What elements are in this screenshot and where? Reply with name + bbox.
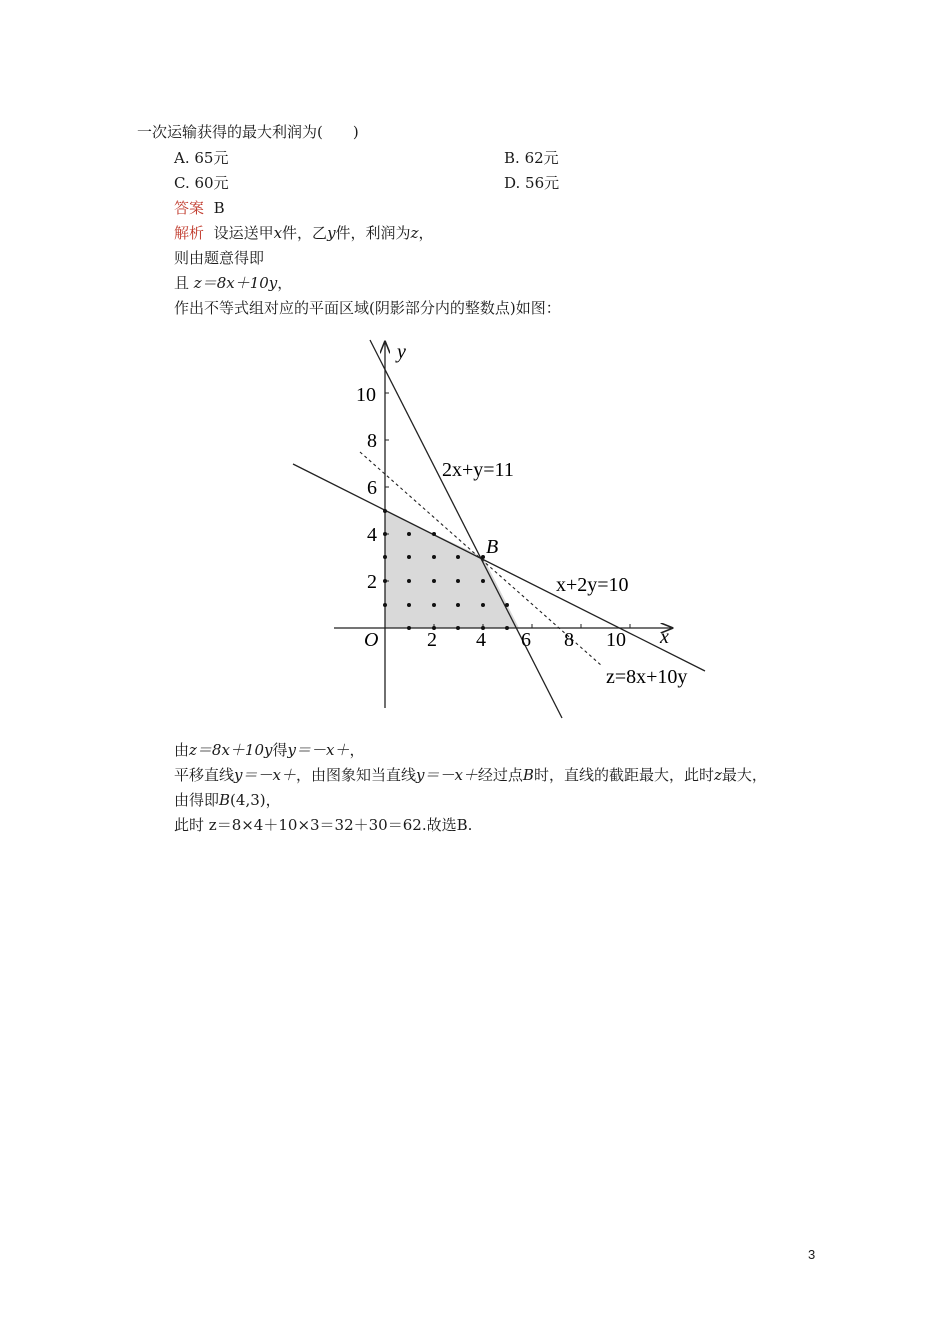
text: 设运送甲	[213, 224, 274, 242]
line-2-label: x+2y=10	[556, 574, 629, 596]
option-d-key: D.	[504, 174, 521, 192]
text: 得	[272, 741, 288, 759]
point-b: B	[219, 791, 231, 809]
var-x: x	[273, 224, 283, 242]
text: ，由图象知当直线	[295, 766, 416, 784]
var-z: z	[410, 224, 419, 242]
analysis-line-4: 作出不等式组对应的平面区域(阴影部分内的整数点)如图：	[174, 299, 561, 317]
option-c-key: C.	[174, 174, 190, 192]
axis-x-label: x	[660, 626, 669, 648]
y-tick-label: 2	[367, 571, 377, 593]
equation: y＝－x＋	[415, 766, 478, 784]
text: 件，乙	[282, 224, 328, 242]
var-y: y	[327, 224, 336, 242]
analysis-label: 解析	[174, 224, 205, 242]
text: 最大，	[721, 766, 767, 784]
feasible-region-figure	[280, 330, 720, 730]
analysis-line-6	[174, 765, 767, 785]
line-3-label: z=8x+10y	[606, 666, 688, 688]
option-a-key: A.	[174, 149, 190, 167]
text: 由得即	[174, 791, 220, 809]
text: 件，利润为	[335, 224, 411, 242]
option-d-text: 56元	[525, 174, 560, 192]
y-tick-label: 4	[367, 524, 377, 546]
text: 平移直线	[174, 766, 235, 784]
equation: z＝8×4＋10×3＝32＋30＝62.故选B.	[208, 816, 473, 834]
text: ，	[418, 224, 434, 242]
text: ，	[349, 741, 365, 759]
origin-label: O	[364, 629, 379, 651]
answer-label: 答案	[174, 199, 205, 217]
text: (4,3)，	[230, 791, 281, 809]
option-a-text: 65元	[194, 149, 229, 167]
text: 此时	[174, 816, 205, 834]
shaded-region	[385, 511, 519, 628]
analysis-line-8	[174, 815, 472, 835]
x-tick-label: 2	[427, 629, 437, 651]
x-tick-label: 6	[521, 629, 531, 651]
equation: z＝8x＋10y	[193, 274, 278, 292]
analysis-line-1	[174, 223, 433, 243]
option-c	[174, 173, 229, 193]
point-b-label: B	[486, 536, 499, 558]
answer-value: B	[213, 199, 225, 217]
line-x-plus-2y-10	[293, 464, 705, 671]
analysis-line-2: 则由题意得即	[174, 249, 265, 267]
analysis-line-3	[174, 273, 292, 293]
analysis-line-7	[174, 790, 281, 810]
text: 且	[174, 274, 190, 292]
question-stem: 一次运输获得的最大利润为( )	[137, 123, 359, 141]
option-d	[504, 173, 559, 193]
equation: y＝－x＋	[287, 741, 350, 759]
text: 时，直线的截距最大，此时	[533, 766, 714, 784]
analysis-line-5	[174, 740, 364, 760]
option-b-text: 62元	[524, 149, 559, 167]
x-tick-label: 8	[564, 629, 574, 651]
page-number: 3	[808, 1247, 816, 1262]
option-b-key: B.	[504, 149, 520, 167]
text: 由	[174, 741, 190, 759]
y-tick-label: 8	[367, 430, 377, 452]
option-c-text: 60元	[194, 174, 229, 192]
point-b: B	[522, 766, 534, 784]
text: 经过点	[477, 766, 523, 784]
y-tick-label: 10	[356, 384, 376, 406]
axis-y-label: y	[397, 341, 406, 363]
line-1-label: 2x+y=11	[442, 459, 514, 481]
equation: y＝－x＋	[234, 766, 296, 784]
var-z: z	[713, 766, 722, 784]
equation: z＝8x＋10y	[189, 741, 273, 759]
y-tick-label: 6	[367, 477, 377, 499]
option-b	[504, 148, 559, 168]
text: ，	[277, 274, 293, 292]
x-tick-label: 10	[606, 629, 626, 651]
x-tick-label: 4	[476, 629, 486, 651]
answer-line	[174, 198, 225, 218]
option-a	[174, 148, 228, 168]
